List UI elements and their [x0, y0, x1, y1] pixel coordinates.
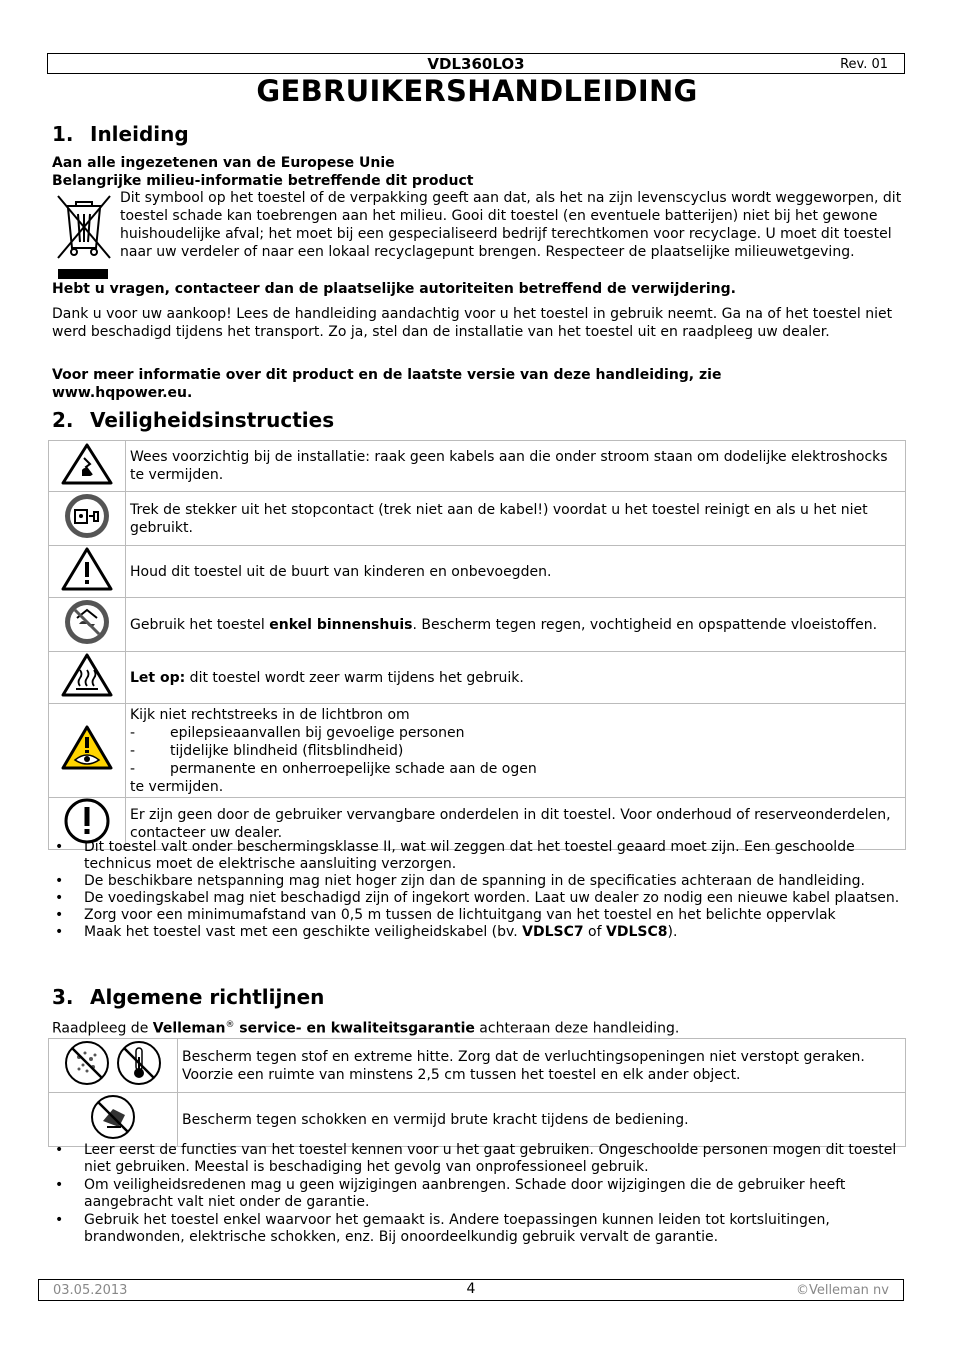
- general-warning-icon: [49, 546, 126, 598]
- electric-shock-warning-icon: [49, 441, 126, 492]
- list-item: • Leer eerst de functies van het toestel kennen voor u het gaat gebruiken. Ongeschoolde personen mogen dit toestel niet gebruiken. Meestal is beschadiging het gevolg van onprofessioneel gebruik.: [55, 1142, 897, 1175]
- safety-row: [49, 598, 906, 652]
- safety-text: Kijk niet rechtstreeks in de lichtbron om - epilepsieaanvallen bij gevoelige personen - tijdelijke blindheid (flitsblindheid) - permanente en onherroepelijke schade aan de ogen te vermijden.: [126, 704, 906, 798]
- safety-text: Trek de stekker uit het stopcontact (trek niet aan de kabel!) voordat u het toestel reinigt en als u het niet gebruikt.: [126, 492, 906, 546]
- list-item: • Dit toestel valt onder beschermingsklasse II, wat wil zeggen dat het toestel geaard moet zijn. Een geschoolde technicus moet de elektrische aansluiting verzorgen.: [55, 839, 855, 872]
- list-item: - tijdelijke blindheid (flitsblindheid): [130, 742, 404, 759]
- list-item: - permanente en onherroepelijke schade aan de ogen: [130, 760, 537, 777]
- indoor-only-icon: [49, 598, 126, 652]
- hot-surface-icon: [49, 652, 126, 704]
- page-number: 4: [466, 1281, 476, 1297]
- list-item: • De beschikbare netspanning mag niet hoger zijn dan de spanning in de specificaties achteraan de handleiding.: [55, 873, 865, 889]
- safety-text: Er zijn geen door de gebruiker vervangbare onderdelen in dit toestel. Voor onderhoud of reserveonderdelen, contacteer uw dealer.: [126, 798, 906, 850]
- safety-bullets: [52, 839, 904, 941]
- list-item: • Om veiligheidsredenen mag u geen wijzigingen aanbrengen. Schade door wijzigingen die de gebruiker heeft aangebracht valt niet onder de garantie.: [55, 1177, 846, 1210]
- model-number: VDL360LO3: [427, 55, 525, 73]
- safety-text: Wees voorzichtig bij de installatie: raak geen kabels aan die onder stroom staan om dodelijke elektroshocks te vermijden.: [126, 441, 906, 492]
- list-item: • Maak het toestel vast met een geschikte veiligheidskabel (bv. VDLSC7 of VDLSC8).: [55, 924, 678, 940]
- list-item: • De voedingskabel mag niet beschadigd zijn of ingekort worden. Laat uw dealer zo nodig een nieuwe kabel plaatsen.: [55, 890, 900, 906]
- page-footer: [38, 1279, 904, 1301]
- safety-row: [49, 546, 906, 598]
- guideline-text: Bescherm tegen schokken en vermijd brute kracht tijdens de bediening.: [178, 1093, 906, 1147]
- guideline-text: Bescherm tegen stof en extreme hitte. Zorg dat de verluchtingsopeningen niet verstopt geraken. Voorzie een ruimte van minstens 2,5 cm tussen het toestel en elk ander object.: [178, 1039, 906, 1093]
- safety-table: [48, 440, 906, 850]
- no-dust-icon: [63, 1039, 111, 1092]
- warranty-reference: Raadpleeg de Velleman® service- en kwaliteitsgarantie achteraan deze handleiding.: [52, 1020, 680, 1037]
- footer-copyright: ©Velleman nv: [795, 1283, 889, 1298]
- eu-heading-1: Aan alle ingezetenen van de Europese Unie: [52, 155, 395, 171]
- page-header: [47, 53, 905, 74]
- more-info-paragraph: Voor meer informatie over dit product en de laatste versie van deze handleiding, zie www.hqpower.eu.: [52, 367, 722, 401]
- list-item: • Gebruik het toestel enkel waarvoor het gemaakt is. Andere toepassingen kunnen leiden tot kortsluitingen, brandwonden, elektrische schokken, enz. Bij onoordeelkundig gebruik vervalt de garantie.: [55, 1212, 830, 1245]
- section-heading-veiligheid: 2. Veiligheidsinstructies: [52, 408, 335, 432]
- guideline-row: [49, 1039, 906, 1093]
- guideline-bullets: [52, 1142, 904, 1246]
- list-item: • Zorg voor een minimumafstand van 0,5 m tussen de lichtuitgang van het toestel en het belichte oppervlak: [55, 907, 836, 923]
- safety-row: [49, 441, 906, 492]
- guidelines-table: [48, 1038, 906, 1147]
- safety-text: Gebruik het toestel enkel binnenshuis. Bescherm tegen regen, vochtigheid en opspattende vloeistoffen.: [126, 598, 906, 652]
- guideline-row: [49, 1093, 906, 1147]
- revision: Rev. 01: [840, 57, 888, 72]
- safety-text: Houd dit toestel uit de buurt van kinderen en onbevoegden.: [126, 546, 906, 598]
- document-title: GEBRUIKERSHANDLEIDING: [256, 74, 698, 108]
- safety-text: Let op: dit toestel wordt zeer warm tijdens het gebruik.: [126, 652, 906, 704]
- safety-row: [49, 652, 906, 704]
- section-heading-richtlijnen: 3. Algemene richtlijnen: [52, 985, 325, 1009]
- footer-date: 03.05.2013: [53, 1283, 128, 1298]
- thanks-paragraph: Dank u voor uw aankoop! Lees de handleiding aandachtig voor u het toestel in gebruik neemt. Ga na of het toestel niet werd beschadigd tijdens het transport. Zo ja, stel dan de installatie van het toestel uit en raadpleeg uw dealer.: [52, 306, 893, 340]
- disposal-questions: Hebt u vragen, contacteer dan de plaatselijke autoriteiten betreffend de verwijdering.: [52, 281, 736, 297]
- weee-bin-icon: [54, 192, 114, 284]
- safety-row: [49, 704, 906, 798]
- weee-paragraph: Dit symbool op het toestel of de verpakking geeft aan dat, als het na zijn levenscyclus wordt weggeworpen, dit toestel schade kan toebrengen aan het milieu. Gooi dit toestel (en eventuele batterijen) niet bij het gewone huishoudelijke afval; het moet bij een gespecialiseerd bedrijf terechtkomen voor recyclage. U moet dit toestel naar uw verdeler of naar een lokaal recyclagepunt brengen. Respecteer de plaatselijke milieuwetgeving.: [120, 190, 902, 260]
- no-shock-icon: [49, 1093, 178, 1147]
- no-heat-icon: [115, 1039, 163, 1092]
- unplug-icon: [49, 492, 126, 546]
- section-heading-inleiding: 1. Inleiding: [52, 122, 189, 146]
- safety-row: [49, 492, 906, 546]
- eye-hazard-icon: [49, 704, 126, 798]
- list-item: - epilepsieaanvallen bij gevoelige personen: [130, 724, 465, 741]
- eu-heading-2: Belangrijke milieu-informatie betreffende dit product: [52, 173, 474, 189]
